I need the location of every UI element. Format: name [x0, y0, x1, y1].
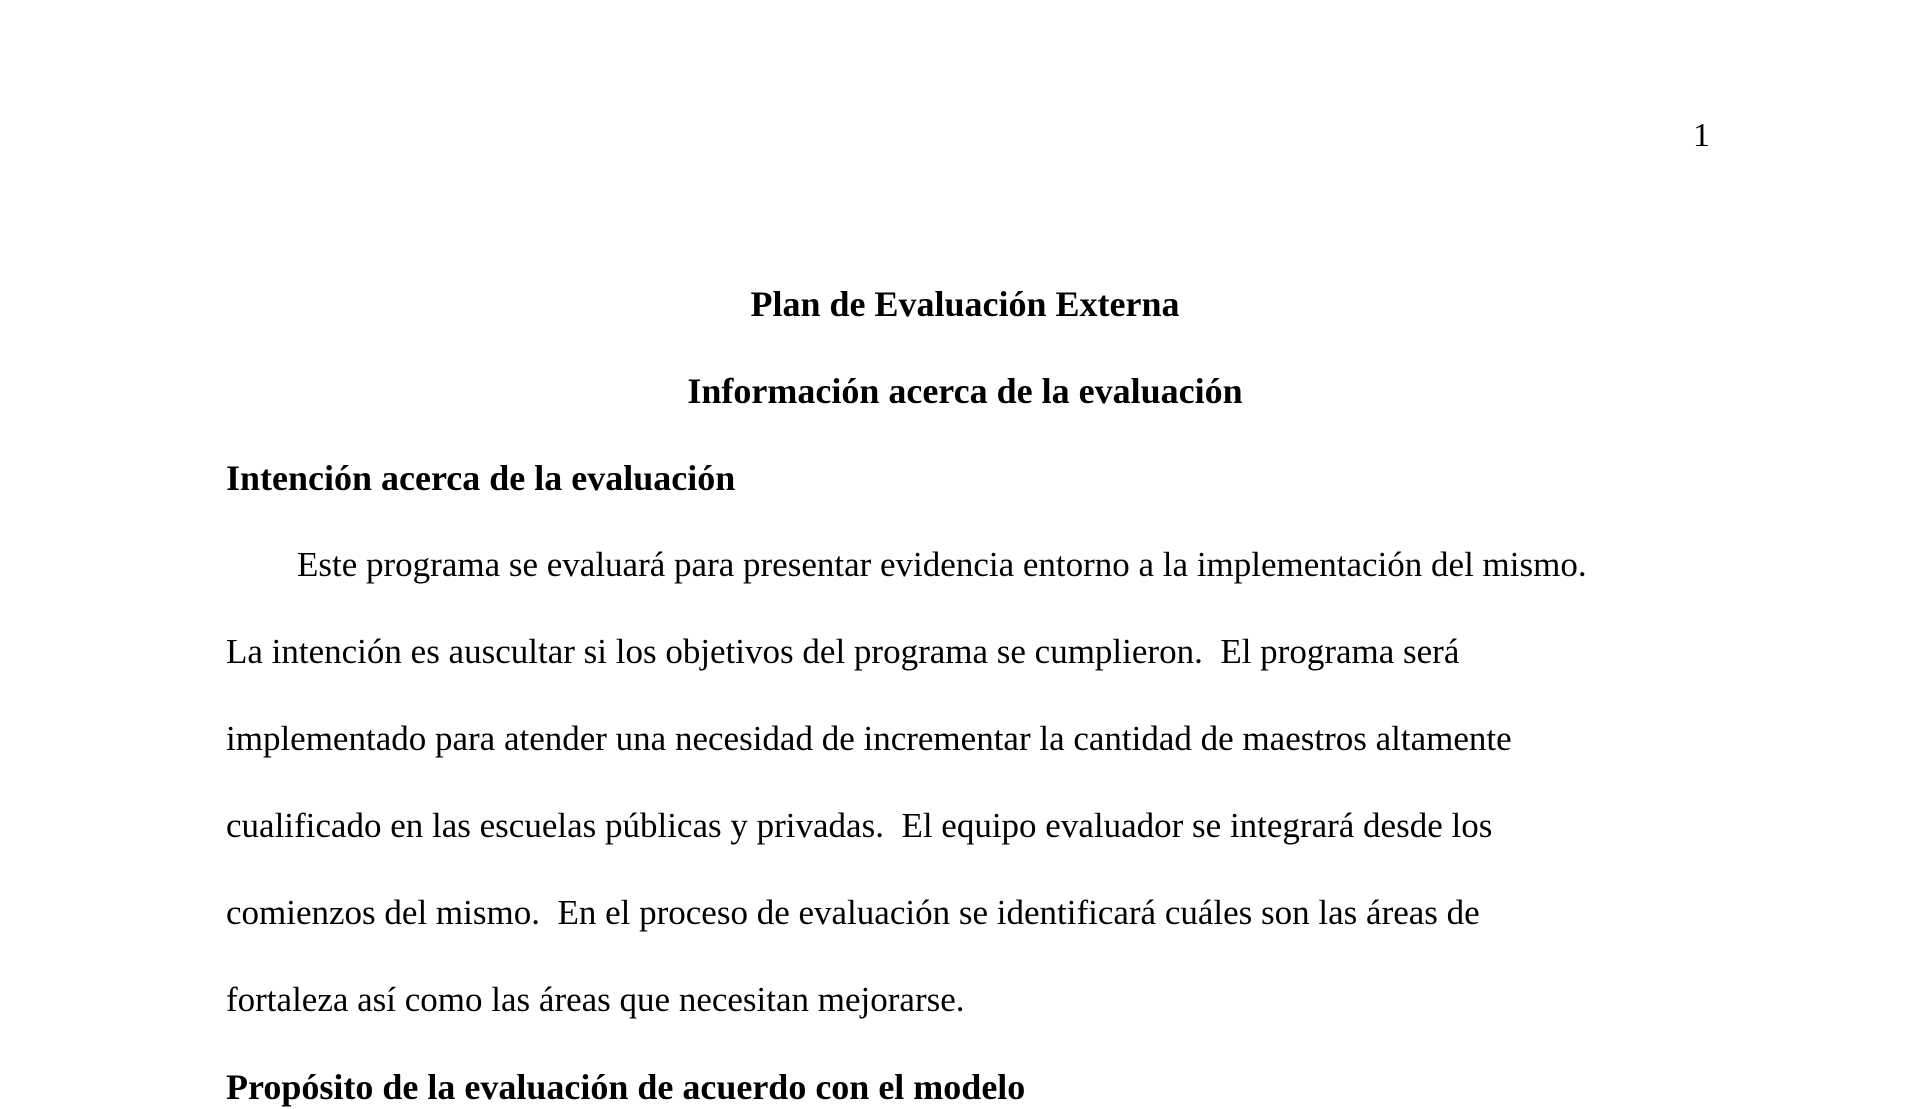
paragraph-line: Este programa se evaluará para presentar evidencia entorno a la implementación del mismo. — [297, 545, 1587, 584]
paragraph-line: implementado para atender una necesidad de incrementar la cantidad de maestros altamente — [226, 719, 1512, 758]
document-title: Plan de Evaluación Externa — [750, 284, 1180, 324]
paragraph-line: La intención es auscultar si los objetivos del programa se cumplieron. El programa será — [226, 632, 1460, 671]
paragraph-line: cualificado en las escuelas públicas y privadas. El equipo evaluador se integrará desde los — [226, 806, 1493, 845]
paragraph-line: comienzos del mismo. En el proceso de evaluación se identificará cuáles son las áreas de — [226, 893, 1480, 932]
document-subtitle: Información acerca de la evaluación — [687, 371, 1243, 411]
section-heading-proposito: Propósito de la evaluación de acuerdo con el modelo — [226, 1067, 1026, 1107]
paragraph-line: fortaleza así como las áreas que necesitan mejorarse. — [226, 980, 965, 1019]
section-heading-intencion: Intención acerca de la evaluación — [226, 458, 736, 498]
page-number: 1 — [1693, 117, 1710, 154]
